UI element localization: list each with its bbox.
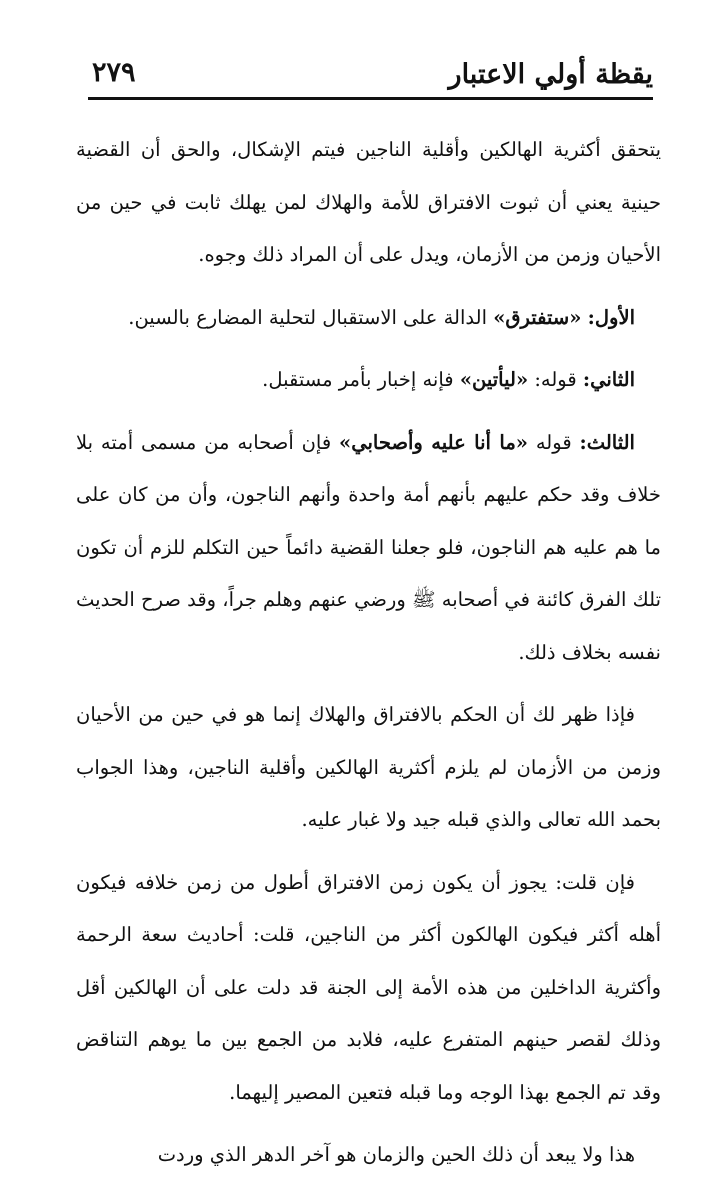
- paragraph-2-quote: «ستفترق»: [493, 305, 582, 329]
- paragraph-4-mid: قوله: [535, 430, 572, 454]
- paragraph-2-lead: الأول:: [587, 305, 635, 329]
- paragraph-4-text: فإن أصحابه من مسمى أمته بلا خلاف وقد حكم عليهم بأنهم أمة واحدة وأنهم الناجون، وأن من كان على ما هم عليه هم الناجون، فلو جعلنا القضية دائماً حين التكلم للزم أن تكون تلك الفرق كائنة في أصحابه ﷺ ورضي عنهم وهلم جراً، وقد صرح الحديث نفسه بخلاف ذلك.: [76, 430, 661, 664]
- paragraph-2-text: الدالة على الاستقبال لتحلية المضارع بالسين.: [128, 305, 488, 329]
- paragraph-3-quote: «ليأتين»: [459, 368, 529, 391]
- paragraph-4-quote: «ما أنا عليه وأصحابي»: [339, 430, 528, 454]
- running-title: يقظة أولي الاعتبار: [448, 59, 653, 90]
- paragraph-5: فإذا ظهر لك أن الحكم بالافتراق والهلاك إنما هو في حين من الأحيان وزمن من الأزمان لم يلزم أكثرية الهالكين وأقلية الناجين، وهذا الجواب بحمد الله تعالى والذي قبله جيد ولا غبار عليه.: [76, 703, 661, 831]
- paragraph-3-lead: الثاني:: [582, 368, 635, 391]
- header-rule: [88, 97, 653, 100]
- page-number: ٢٧٩: [92, 57, 136, 88]
- paragraph-3-mid: قوله:: [534, 368, 577, 391]
- paragraph-7: هذا ولا يبعد أن ذلك الحين والزمان هو آخر الدهر الذي وردت: [157, 1143, 635, 1166]
- paragraph-4-lead: الثالث:: [579, 430, 635, 454]
- paragraph-6: فإن قلت: يجوز أن يكون زمن الافتراق أطول من زمن خلافه فيكون أهله أكثر فيكون الهالكون أكثر من الناجين، قلت: أحاديث سعة الرحمة وأكثرية الداخلين من هذه الأمة إلى الجنة قد دلت على أن الهالكين أقل وذلك لقصر حينهم المتفرع عليه، فلابد من الجمع بين ما يوهم التناقض وقد تم الجمع بهذا الوجه وما قبله فتعين المصير إليهما.: [76, 870, 661, 1104]
- paragraph-1: يتحقق أكثرية الهالكين وأقلية الناجين فيتم الإشكال، والحق أن القضية حينية يعني أن ثبوت الافتراق للأمة والهلاك لمن يهلك ثابت في حين من الأحيان وزمن من الأزمان، ويدل على أن المراد ذلك وجوه.: [76, 138, 661, 266]
- paragraph-3: [76, 354, 661, 407]
- paragraph-4: [76, 417, 661, 680]
- paragraph-3-text: فإنه إخبار بأمر مستقبل.: [262, 368, 454, 391]
- page-body: [76, 124, 661, 1192]
- paragraph-2: [76, 292, 661, 345]
